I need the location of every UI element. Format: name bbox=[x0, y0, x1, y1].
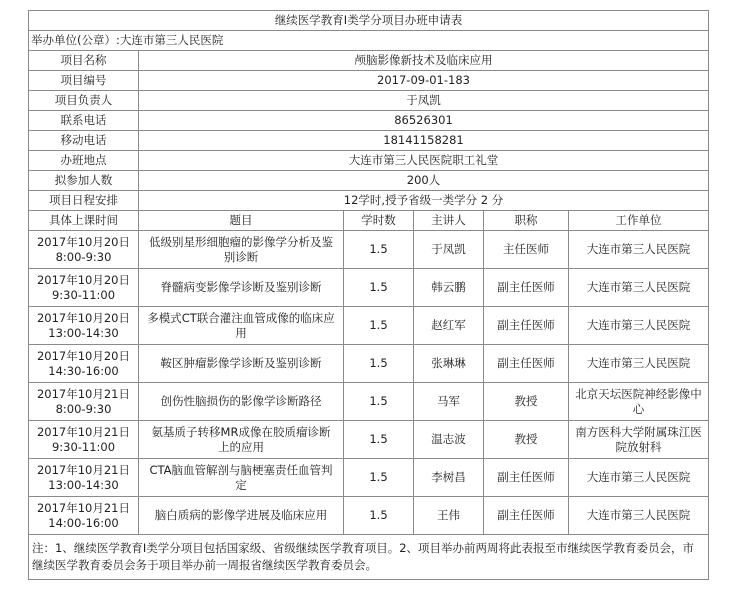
schedule-column-header: 主讲人 bbox=[414, 211, 484, 231]
lesson-hours: 1.5 bbox=[344, 497, 414, 535]
lesson-rank: 副主任医师 bbox=[484, 269, 569, 307]
lesson-datetime bbox=[29, 231, 139, 269]
info-value: 12学时,授予省级一类学分 2 分 bbox=[139, 191, 709, 211]
info-label: 联系电话 bbox=[29, 111, 139, 131]
lesson-date: 2017年10月21日 bbox=[36, 424, 131, 439]
lesson-unit: 南方医科大学附属珠江医院放射科 bbox=[569, 421, 709, 459]
lesson-unit: 大连市第三人民医院 bbox=[569, 345, 709, 383]
lesson-rank: 教授 bbox=[484, 421, 569, 459]
lesson-datetime bbox=[29, 383, 139, 421]
info-row bbox=[29, 111, 709, 131]
info-row bbox=[29, 51, 709, 71]
schedule-row bbox=[29, 345, 709, 383]
lesson-time: 13:00-14:30 bbox=[48, 477, 119, 492]
lesson-speaker: 于凤凯 bbox=[414, 231, 484, 269]
info-label: 拟参加人数 bbox=[29, 171, 139, 191]
lesson-date: 2017年10月20日 bbox=[36, 310, 131, 325]
info-row bbox=[29, 131, 709, 151]
lesson-topic: 氨基质子转移MR成像在胶质瘤诊断上的应用 bbox=[139, 421, 344, 459]
info-row bbox=[29, 171, 709, 191]
lesson-topic: 多模式CT联合灌注血管成像的临床应用 bbox=[139, 307, 344, 345]
lesson-rank: 副主任医师 bbox=[484, 459, 569, 497]
lesson-time: 8:00-9:30 bbox=[55, 249, 112, 264]
schedule-row bbox=[29, 307, 709, 345]
lesson-topic: 创伤性脑损伤的影像学诊断路径 bbox=[139, 383, 344, 421]
lesson-time: 14:00-16:00 bbox=[48, 515, 119, 530]
lesson-hours: 1.5 bbox=[344, 307, 414, 345]
lesson-date: 2017年10月21日 bbox=[36, 462, 131, 477]
form-title: 继续医学教育Ⅰ类学分项目办班申请表 bbox=[29, 11, 709, 31]
lesson-hours: 1.5 bbox=[344, 345, 414, 383]
info-row bbox=[29, 151, 709, 171]
info-label: 项目负责人 bbox=[29, 91, 139, 111]
lesson-time: 8:00-9:30 bbox=[55, 401, 112, 416]
schedule-row bbox=[29, 383, 709, 421]
lesson-speaker: 马军 bbox=[414, 383, 484, 421]
lesson-date: 2017年10月21日 bbox=[36, 386, 131, 401]
schedule-column-header: 工作单位 bbox=[569, 211, 709, 231]
lesson-hours: 1.5 bbox=[344, 231, 414, 269]
info-value: 大连市第三人民医院职工礼堂 bbox=[139, 151, 709, 171]
schedule-header-row bbox=[29, 211, 709, 231]
lesson-hours: 1.5 bbox=[344, 459, 414, 497]
info-value: 于凤凯 bbox=[139, 91, 709, 111]
organizer-line: 举办单位(公章）:大连市第三人民医院 bbox=[29, 31, 709, 51]
info-label: 办班地点 bbox=[29, 151, 139, 171]
info-label: 项目日程安排 bbox=[29, 191, 139, 211]
lesson-rank: 副主任医师 bbox=[484, 307, 569, 345]
info-value: 18141158281 bbox=[139, 131, 709, 151]
lesson-rank: 副主任医师 bbox=[484, 497, 569, 535]
lesson-rank: 主任医师 bbox=[484, 231, 569, 269]
lesson-speaker: 张琳琳 bbox=[414, 345, 484, 383]
lesson-unit: 大连市第三人民医院 bbox=[569, 231, 709, 269]
lesson-unit: 大连市第三人民医院 bbox=[569, 307, 709, 345]
lesson-unit: 大连市第三人民医院 bbox=[569, 459, 709, 497]
schedule-row bbox=[29, 269, 709, 307]
lesson-hours: 1.5 bbox=[344, 269, 414, 307]
info-row bbox=[29, 91, 709, 111]
lesson-date: 2017年10月20日 bbox=[36, 272, 131, 287]
form-note: 注：1、继续医学教育Ⅰ类学分项目包括国家级、省级继续医学教育项目。2、项目举办前两周将此表报至市继续医学教育委员会，市继续医学教育委员会务于项目举办前一周报省继续医学教育委员会。 bbox=[29, 535, 709, 580]
schedule-row bbox=[29, 421, 709, 459]
info-label: 项目编号 bbox=[29, 71, 139, 91]
lesson-datetime bbox=[29, 307, 139, 345]
schedule-column-header: 学时数 bbox=[344, 211, 414, 231]
lesson-unit: 北京天坛医院神经影像中心 bbox=[569, 383, 709, 421]
info-row bbox=[29, 191, 709, 211]
lesson-speaker: 韩云鹏 bbox=[414, 269, 484, 307]
lesson-hours: 1.5 bbox=[344, 421, 414, 459]
lesson-time: 9:30-11:00 bbox=[51, 287, 116, 302]
info-value: 200人 bbox=[139, 171, 709, 191]
info-value: 颅脑影像新技术及临床应用 bbox=[139, 51, 709, 71]
lesson-topic: 脑白质病的影像学进展及临床应用 bbox=[139, 497, 344, 535]
lesson-topic: CTA脑血管解剖与脑梗塞责任血管判定 bbox=[139, 459, 344, 497]
lesson-topic: 低级别星形细胞瘤的影像学分析及鉴别诊断 bbox=[139, 231, 344, 269]
lesson-datetime bbox=[29, 421, 139, 459]
lesson-unit: 大连市第三人民医院 bbox=[569, 497, 709, 535]
lesson-date: 2017年10月20日 bbox=[36, 234, 131, 249]
schedule-column-header: 具体上课时间 bbox=[29, 211, 139, 231]
lesson-speaker: 李树昌 bbox=[414, 459, 484, 497]
schedule-row bbox=[29, 459, 709, 497]
lesson-speaker: 赵红军 bbox=[414, 307, 484, 345]
application-form-table bbox=[28, 10, 709, 580]
lesson-datetime bbox=[29, 497, 139, 535]
lesson-speaker: 王伟 bbox=[414, 497, 484, 535]
note-row bbox=[29, 535, 709, 580]
lesson-rank: 教授 bbox=[484, 383, 569, 421]
lesson-topic: 鞍区肿瘤影像学诊断及鉴别诊断 bbox=[139, 345, 344, 383]
schedule-row bbox=[29, 231, 709, 269]
lesson-date: 2017年10月21日 bbox=[36, 500, 131, 515]
schedule-column-header: 职称 bbox=[484, 211, 569, 231]
lesson-datetime bbox=[29, 269, 139, 307]
info-row bbox=[29, 71, 709, 91]
lesson-time: 14:30-16:00 bbox=[48, 363, 119, 378]
lesson-topic: 脊髓病变影像学诊断及鉴别诊断 bbox=[139, 269, 344, 307]
info-value: 2017-09-01-183 bbox=[139, 71, 709, 91]
schedule-column-header: 题目 bbox=[139, 211, 344, 231]
lesson-datetime bbox=[29, 459, 139, 497]
schedule-row bbox=[29, 497, 709, 535]
lesson-speaker: 温志波 bbox=[414, 421, 484, 459]
lesson-rank: 副主任医师 bbox=[484, 345, 569, 383]
lesson-unit: 大连市第三人民医院 bbox=[569, 269, 709, 307]
lesson-time: 13:00-14:30 bbox=[48, 325, 119, 340]
info-value: 86526301 bbox=[139, 111, 709, 131]
info-label: 项目名称 bbox=[29, 51, 139, 71]
lesson-datetime bbox=[29, 345, 139, 383]
lesson-hours: 1.5 bbox=[344, 383, 414, 421]
lesson-time: 9:30-11:00 bbox=[51, 439, 116, 454]
info-label: 移动电话 bbox=[29, 131, 139, 151]
lesson-date: 2017年10月20日 bbox=[36, 348, 131, 363]
